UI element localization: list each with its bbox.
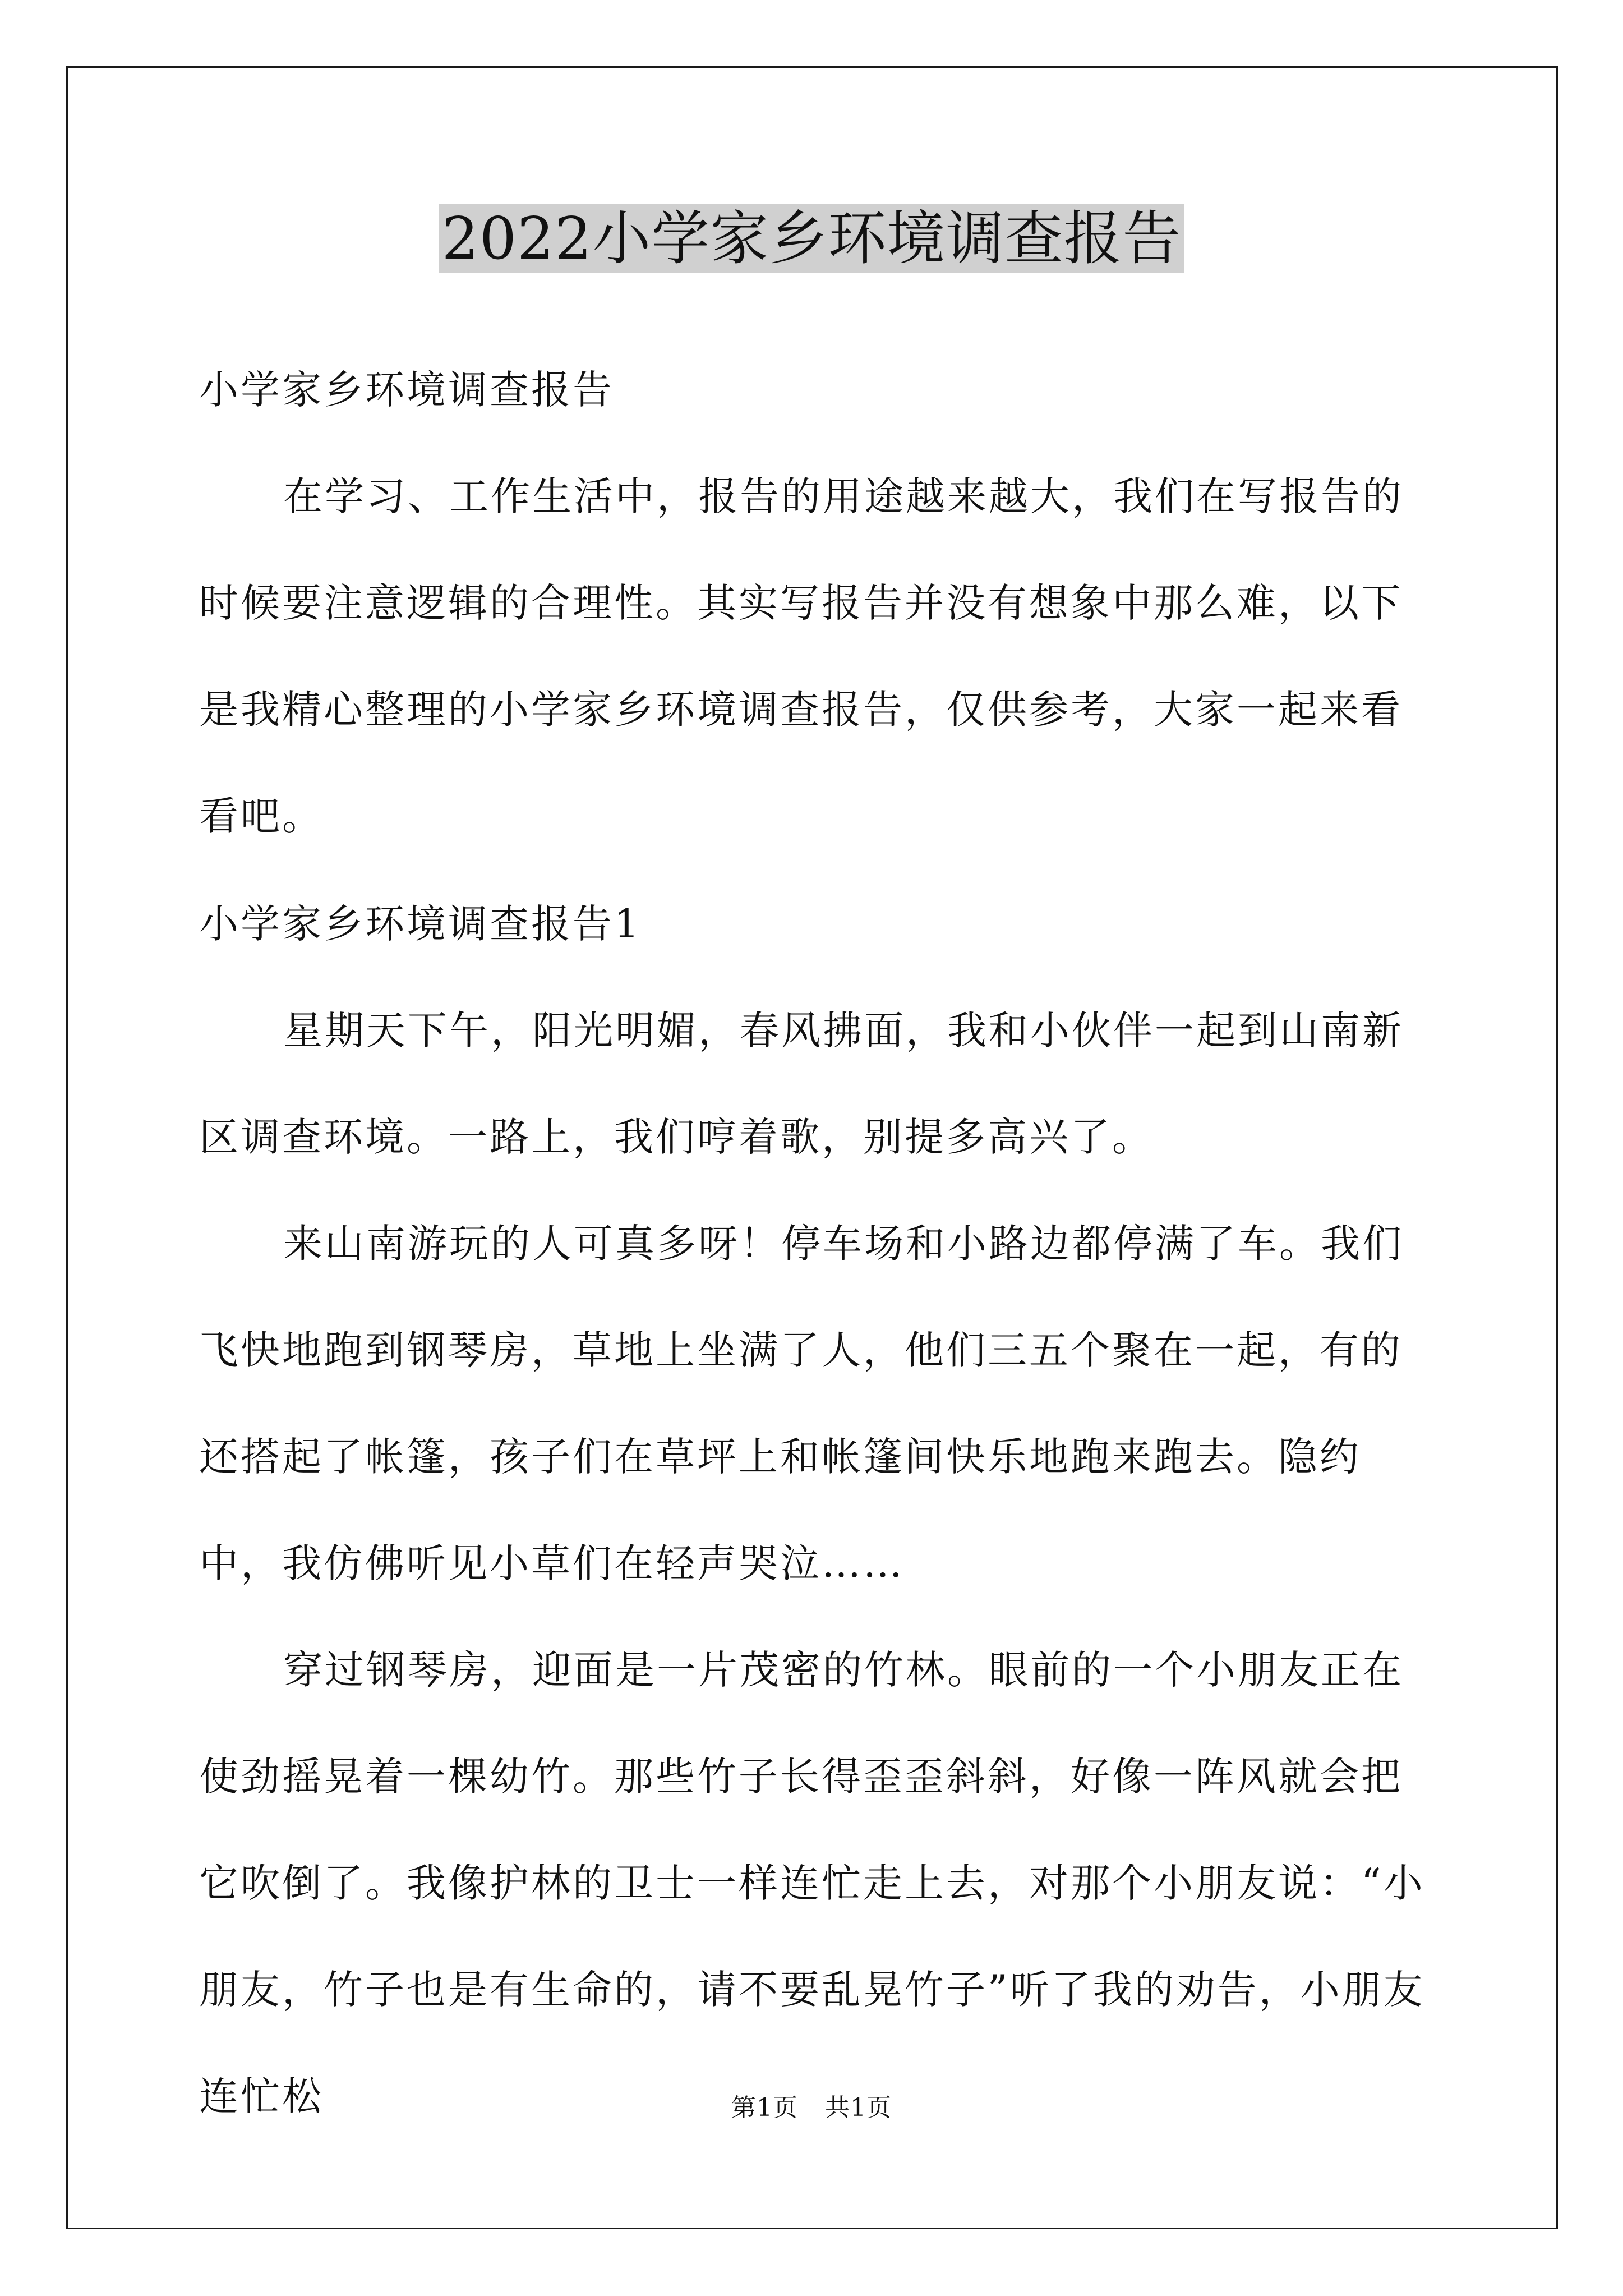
page-footer	[0, 2091, 1623, 2125]
document-title-text: 2022小学家乡环境调查报告	[439, 204, 1185, 273]
intro-heading: 小学家乡环境调查报告	[199, 367, 614, 413]
body-paragraph: 来山南游玩的人可真多呀！停车场和小路边都停满了车。我们飞快地跑到钢琴房，草地上坐满了人，他们三五个聚在一起，有的还搭起了帐篷，孩子们在草坪上和帐篷间快乐地跑来跑去。隐约中，我仿佛听见小草们在轻声哭泣……	[199, 1221, 1404, 1586]
section-heading: 小学家乡环境调查报告1	[199, 901, 642, 947]
page-number: 第1页	[731, 2093, 798, 2122]
report-section-1	[199, 871, 1433, 2150]
body-paragraph: 穿过钢琴房，迎面是一片茂密的竹林。眼前的一个小朋友正在使劲摇晃着一棵幼竹。那些竹子长得歪歪斜斜，好像一阵风就会把它吹倒了。我像护林的卫士一样连忙走上去，对那个小朋友说：“小朋友，竹子也是有生命的，请不要乱晃竹子”听了我的劝告，小朋友连忙松	[199, 1647, 1425, 2119]
document-title	[0, 202, 1623, 275]
page-total: 共1页	[825, 2093, 892, 2122]
body-paragraph: 星期天下午，阳光明媚，春风拂面，我和小伙伴一起到山南新区调查环境。一路上，我们哼着歌，别提多高兴了。	[199, 1007, 1404, 1160]
intro-section	[199, 337, 1433, 869]
intro-paragraph: 在学习、工作生活中，报告的用途越来越大，我们在写报告的时候要注意逻辑的合理性。其实写报告并没有想象中那么难，以下是我精心整理的小学家乡环境调查报告，仅供参考，大家一起来看看吧。	[199, 473, 1404, 839]
